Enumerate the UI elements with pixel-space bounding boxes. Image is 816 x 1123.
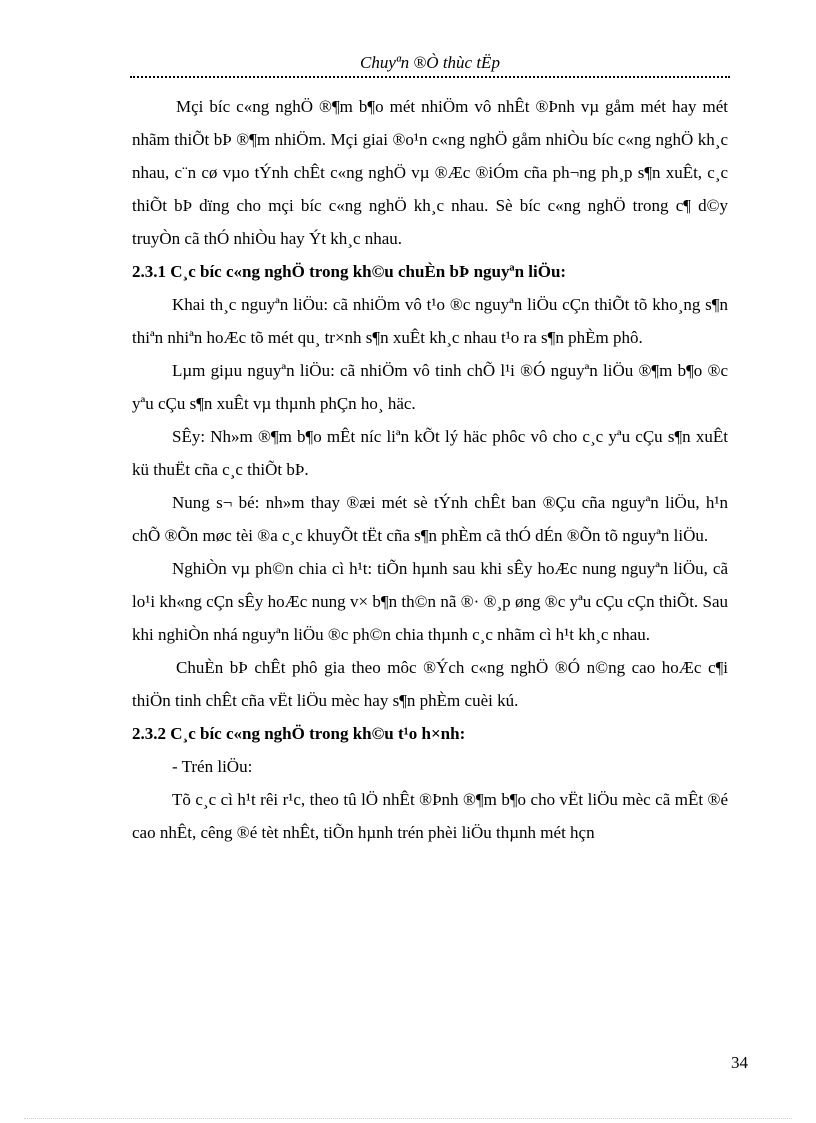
paragraph: ChuÈn bÞ chÊt phô gia theo môc ®Ých c«ng nghÖ ®Ó n©ng cao hoÆc c¶i thiÖn tinh chÊt cña vËt liÖu mèc hay s¶n phÈm cuèi kú. <box>132 658 728 710</box>
paragraph: Lµm giµu nguyªn liÖu: cã nhiÖm vô tinh chÕ l¹i ®Ó nguyªn liÖu ®¶m b¶o ®c yªu cÇu s¶n xuÊt vµ thµnh phÇn ho¸ häc. <box>132 361 728 413</box>
paragraph: SÊy: Nh»m ®¶m b¶o mÊt níc liªn kÕt lý häc phôc vô cho c¸c yªu cÇu s¶n xuÊt kü thuËt cña c¸c thiÕt bÞ. <box>132 427 728 479</box>
body-text <box>132 90 728 849</box>
section-heading: 2.3.2 C¸c bíc c«ng nghÖ trong kh©u t¹o h×nh: <box>132 724 466 743</box>
paragraph: Tõ c¸c cì h¹t rêi r¹c, theo tû lÖ nhÊt ®Þnh ®¶m b¶o cho vËt liÖu mèc cã mÊt ®é cao nhÊt, cêng ®é tèt nhÊt, tiÕn hµnh trén phèi liÖu thµnh mét hçn <box>132 790 728 842</box>
running-header: Chuyªn ®Ò thùc tËp <box>360 53 500 72</box>
page-number: 34 <box>731 1053 748 1072</box>
paragraph: Mçi bíc c«ng nghÖ ®¶m b¶o mét nhiÖm vô nhÊt ®Þnh vµ gåm mét hay mét nhãm thiÕt bÞ ®¶m nhiÖm. Mçi giai ®o¹n c«ng nghÖ gåm nhiÒu bíc c«ng nghÖ kh¸c nhau, c¨n cø vµo tÝnh chÊt c«ng nghÖ vµ ®Æc ®iÓm cña ph¬ng ph¸p s¶n xuÊt, c¸c thiÕt bÞ dïng cho mçi bíc c«ng nghÖ kh¸c nhau. Sè bíc c«ng nghÖ trong c¶ d©y truyÒn cã thÓ nhiÒu hay Ýt kh¸c nhau. <box>132 97 728 248</box>
paragraph: Nung s¬ bé: nh»m thay ®æi mét sè tÝnh chÊt ban ®Çu cña nguyªn liÖu, h¹n chÕ ®Õn møc tèi ®a c¸c khuyÕt tËt cña s¶n phÈm cã thÓ dÉn ®Õn tõ nguyªn liÖu. <box>132 493 728 545</box>
section-heading: 2.3.1 C¸c bíc c«ng nghÖ trong kh©u chuÈn bÞ nguyªn liÖu: <box>132 262 567 281</box>
header-divider <box>130 76 730 78</box>
footer-divider <box>24 1118 792 1119</box>
paragraph: Khai th¸c nguyªn liÖu: cã nhiÖm vô t¹o ®c nguyªn liÖu cÇn thiÕt tõ kho¸ng s¶n thiªn nhiªn hoÆc tõ mét qu¸ tr×nh s¶n xuÊt kh¸c nhau t¹o ra s¶n phÈm phô. <box>132 295 728 347</box>
paragraph: - Trén liÖu: <box>172 757 253 776</box>
paragraph: NghiÒn vµ ph©n chia cì h¹t: tiÕn hµnh sau khi sÊy hoÆc nung nguyªn liÖu, cã lo¹i kh«ng cÇn sÊy hoÆc nung v× b¶n th©n nã ®· ®¸p øng ®c yªu cÇu cÇn thiÕt. Sau khi nghiÒn nhá nguyªn liÖu ®c ph©n chia thµnh c¸c nhãm cì h¹t kh¸c nhau. <box>132 559 728 644</box>
